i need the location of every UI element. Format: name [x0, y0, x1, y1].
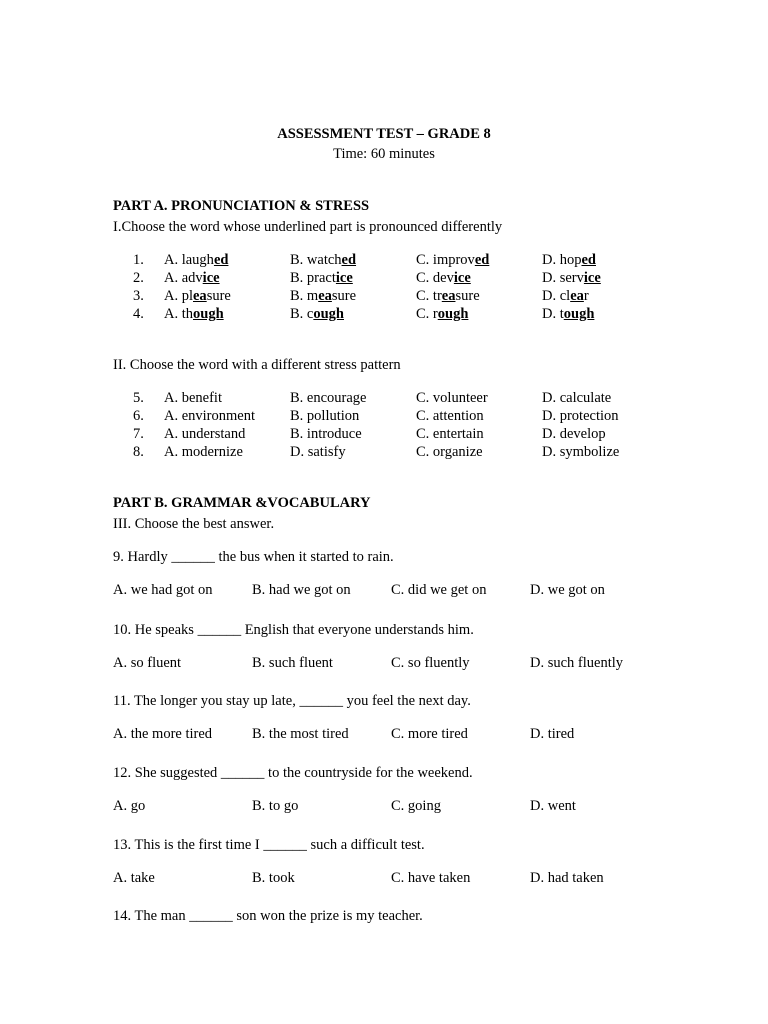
question-text: 9. Hardly ______ the bus when it started to rain. [113, 549, 394, 565]
underlined-part: ice [335, 270, 353, 286]
option-c: C. have taken [391, 870, 471, 886]
underlined-part: ice [583, 270, 601, 286]
option-c: C. volunteer [416, 390, 488, 406]
option-c: C. so fluently [391, 655, 470, 671]
underlined-part: ice [453, 270, 471, 286]
option-b: B. introduce [290, 426, 362, 442]
underlined-part: ea [318, 288, 332, 304]
option-d: D. went [530, 798, 576, 814]
option-d: D. we got on [530, 582, 605, 598]
option-text: B. pract [290, 270, 336, 286]
underlined-part: ea [193, 288, 207, 304]
option-text: A. laugh [164, 252, 214, 268]
option-text: B. m [290, 288, 319, 304]
underlined-part: ough [193, 306, 224, 322]
underlined-part: ed [474, 252, 490, 268]
option-d: D. symbolize [542, 444, 620, 460]
option-c [416, 251, 489, 269]
question-row [0, 407, 768, 425]
question-text: 11. The longer you stay up late, ______ you feel the next day. [113, 693, 471, 709]
question-row [0, 287, 768, 305]
option-a: A. take [113, 870, 155, 886]
option-b [290, 305, 344, 323]
option-c: C. more tired [391, 726, 468, 742]
option-c: C. did we get on [391, 582, 487, 598]
question-number: 2. [133, 270, 144, 286]
question-number: 3. [133, 288, 144, 304]
option-a: A. go [113, 798, 146, 814]
option-c: C. organize [416, 444, 483, 460]
option-d [542, 305, 594, 323]
option-text: r [583, 288, 589, 304]
underlined-part: ed [581, 252, 596, 268]
option-text: D. serv [542, 270, 584, 286]
answer-options [0, 797, 768, 815]
option-text: C. dev [416, 270, 454, 286]
option-a: A. benefit [164, 390, 222, 406]
option-text: A. adv [164, 270, 203, 286]
option-text: C. improv [416, 252, 475, 268]
option-b: B. took [252, 870, 295, 886]
option-d [542, 287, 589, 305]
option-a: A. so fluent [113, 655, 182, 671]
option-text: sure [455, 288, 480, 304]
option-d: D. develop [542, 426, 606, 442]
option-b: B. encourage [290, 390, 367, 406]
option-d: D. tired [530, 726, 575, 742]
question-row [0, 269, 768, 287]
option-text: D. t [542, 306, 564, 322]
option-d: D. had taken [530, 870, 604, 886]
question-number: 5. [133, 390, 144, 406]
question-row [0, 443, 768, 461]
option-text: A. th [164, 306, 193, 322]
option-b [290, 269, 353, 287]
underlined-part: ea [441, 288, 456, 304]
option-text: B. c [290, 306, 314, 322]
option-text: sure [206, 288, 231, 304]
option-c [416, 269, 471, 287]
document-title: ASSESSMENT TEST – GRADE 8 [277, 126, 491, 142]
underlined-part: ed [213, 252, 229, 268]
option-a: A. we had got on [113, 582, 213, 598]
option-b: B. had we got on [252, 582, 351, 598]
underlined-part: ough [563, 306, 595, 322]
question-number: 8. [133, 444, 144, 460]
instruction-stress: II. Choose the word with a different stress pattern [113, 357, 401, 373]
answer-options [0, 581, 768, 599]
option-text: C. tr [416, 288, 442, 304]
question-row [0, 305, 768, 323]
underlined-part: ea [570, 288, 584, 304]
option-c: C. entertain [416, 426, 484, 442]
time-limit: Time: 60 minutes [333, 146, 435, 162]
part-b-heading: PART B. GRAMMAR &VOCABULARY [113, 495, 371, 511]
option-b [290, 251, 356, 269]
option-d [542, 269, 601, 287]
option-text: D. cl [542, 288, 571, 304]
question-number: 6. [133, 408, 144, 424]
question-text: 12. She suggested ______ to the countryside for the weekend. [113, 765, 473, 781]
option-a: A. environment [164, 408, 256, 424]
answer-options [0, 869, 768, 887]
question-text: 14. The man ______ son won the prize is my teacher. [113, 908, 423, 924]
option-a [164, 287, 231, 305]
option-d: D. calculate [542, 390, 612, 406]
option-c: C. attention [416, 408, 484, 424]
option-b: D. satisfy [290, 444, 346, 460]
option-d: D. such fluently [530, 655, 624, 671]
option-text: B. watch [290, 252, 342, 268]
underlined-part: ed [341, 252, 357, 268]
question-row [0, 389, 768, 407]
option-a [164, 251, 228, 269]
option-a [164, 305, 224, 323]
question-row [0, 251, 768, 269]
underlined-part: ough [313, 306, 344, 322]
option-b: B. to go [252, 798, 299, 814]
option-c [416, 305, 468, 323]
option-text: D. hop [542, 252, 582, 268]
question-row [0, 425, 768, 443]
answer-options [0, 725, 768, 743]
option-text: A. pl [164, 288, 193, 304]
question-text: 13. This is the first time I ______ such a difficult test. [113, 837, 425, 853]
question-number: 7. [133, 426, 144, 442]
option-b: B. pollution [290, 408, 360, 424]
question-number: 1. [133, 252, 144, 268]
option-a: A. modernize [164, 444, 243, 460]
option-text: C. r [416, 306, 438, 322]
option-d [542, 251, 596, 269]
answer-options [0, 654, 768, 672]
option-text: sure [331, 288, 357, 304]
option-c [416, 287, 480, 305]
instruction-grammar: III. Choose the best answer. [113, 516, 275, 532]
underlined-part: ough [437, 306, 469, 322]
option-b: B. the most tired [252, 726, 349, 742]
option-c: C. going [391, 798, 441, 814]
underlined-part: ice [202, 270, 220, 286]
option-d: D. protection [542, 408, 619, 424]
question-number: 4. [133, 306, 144, 322]
option-b: B. such fluent [252, 655, 333, 671]
option-b [290, 287, 356, 305]
instruction-pronunciation: I.Choose the word whose underlined part is pronounced differently [113, 219, 503, 235]
option-a [164, 269, 220, 287]
question-text: 10. He speaks ______ English that everyone understands him. [113, 622, 474, 638]
option-a: A. understand [164, 426, 246, 442]
option-a: A. the more tired [113, 726, 213, 742]
part-a-heading: PART A. PRONUNCIATION & STRESS [113, 198, 370, 214]
